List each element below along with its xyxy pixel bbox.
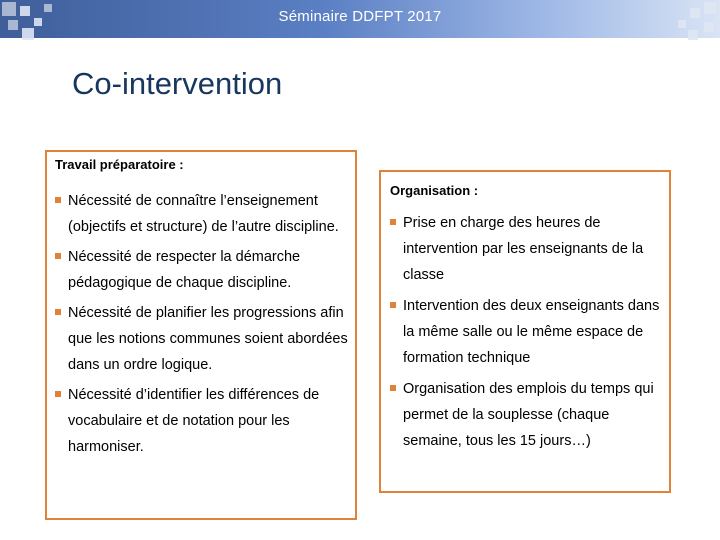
preparatory-work-box [45, 150, 357, 520]
square-bullet-icon [55, 309, 61, 315]
list-item [390, 210, 668, 288]
list-item-text: Nécessité de connaître l’enseignement (objectifs et structure) de l’autre discipline. [68, 193, 339, 235]
list-item-text: Nécessité de respecter la démarche pédagogique de chaque discipline. [68, 249, 301, 291]
organisation-list [390, 210, 668, 459]
list-item-text: Nécessité de planifier les progressions afin que les notions communes soient abordées dans un ordre logique. [68, 305, 348, 373]
header-title: Séminaire DDFPT 2017 [278, 8, 442, 25]
list-item [55, 188, 355, 240]
list-item [390, 293, 668, 371]
list-item [55, 244, 355, 296]
square-bullet-icon [55, 391, 61, 397]
list-item [55, 300, 355, 378]
list-item-text: Organisation des emplois du temps qui permet de la souplesse (chaque semaine, tous les 15 jours…) [403, 381, 654, 449]
organisation-box [379, 170, 671, 493]
list-item-text: Prise en charge des heures de intervention par les enseignants de la classe [403, 215, 644, 283]
square-bullet-icon [390, 385, 396, 391]
square-bullet-icon [390, 219, 396, 225]
preparatory-work-list [55, 188, 355, 464]
list-item [55, 382, 355, 460]
square-bullet-icon [55, 197, 61, 203]
slide-title: Co-intervention [72, 66, 283, 101]
list-item-text: Nécessité d’identifier les différences de vocabulaire et de notation pour les harmoniser. [68, 387, 320, 455]
list-item-text: Intervention des deux enseignants dans la même salle ou le même espace de formation technique [403, 298, 660, 366]
organisation-heading: Organisation : [390, 183, 479, 198]
square-bullet-icon [55, 253, 61, 259]
square-bullet-icon [390, 302, 396, 308]
preparatory-work-heading: Travail préparatoire : [55, 157, 184, 172]
list-item [390, 376, 668, 454]
